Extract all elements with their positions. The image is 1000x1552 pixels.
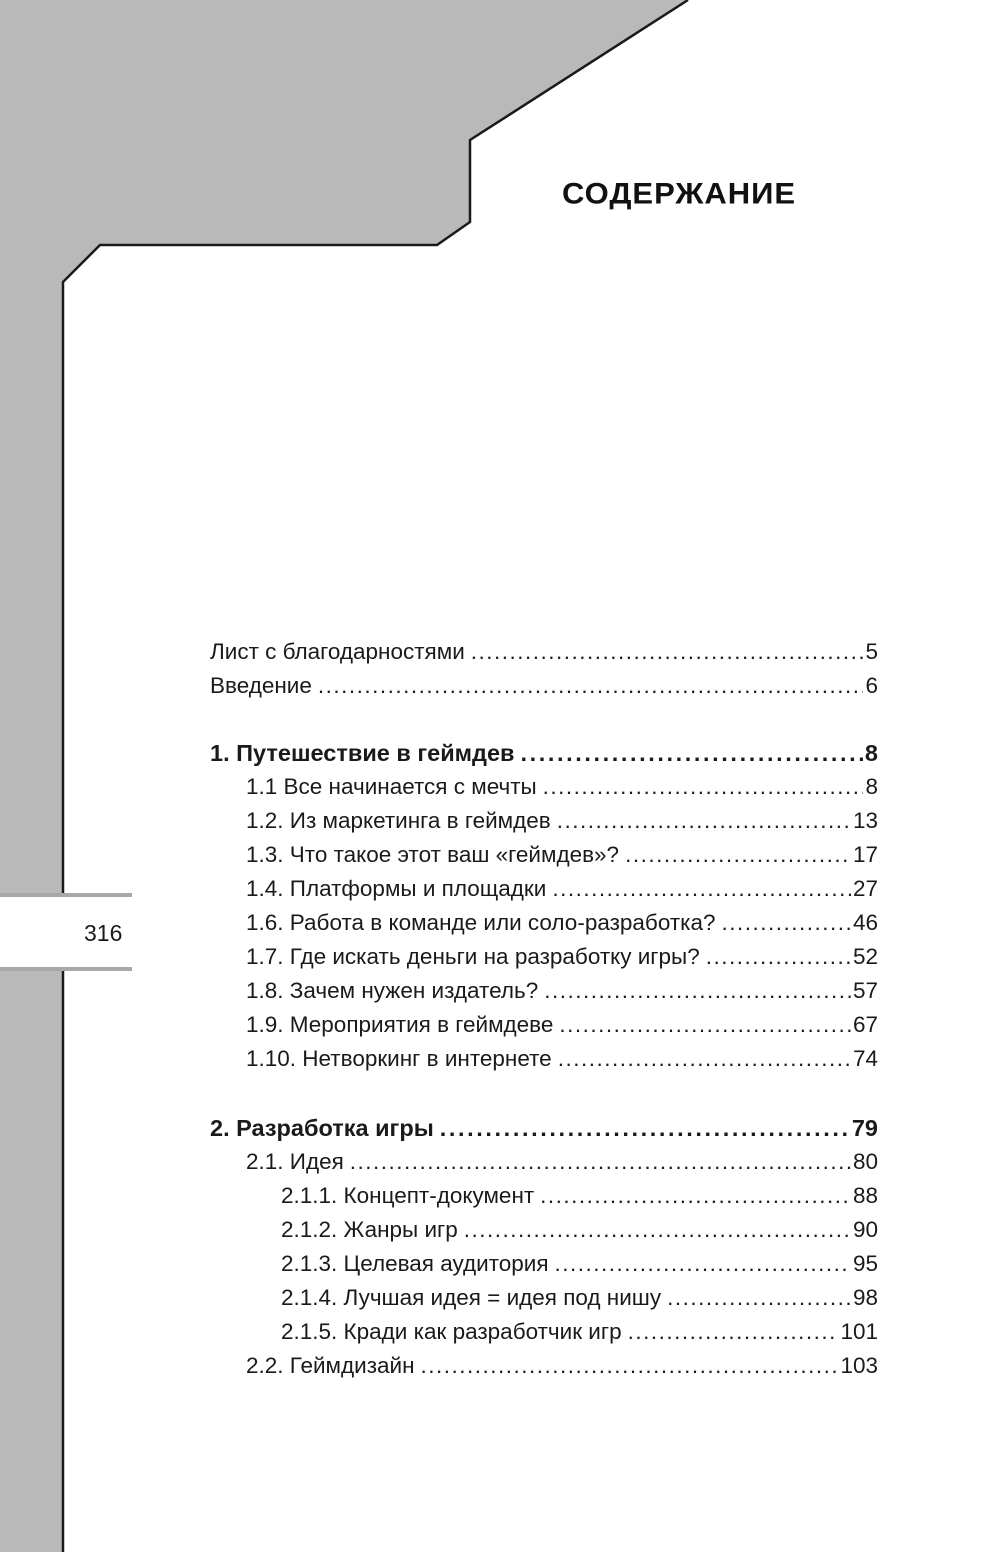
toc-entry <box>246 806 878 836</box>
toc-entry-label: 1.8. Зачем нужен издатель? <box>246 978 539 1003</box>
toc-entry-page: 46 <box>852 910 878 935</box>
toc-entry-label: 1.10. Нетворкинг в интернете <box>246 1046 552 1071</box>
toc-entry <box>246 942 878 972</box>
toc-entry-label: 1.2. Из маркетинга в геймдев <box>246 808 551 833</box>
toc-entry-label: 1.1 Все начинается с мечты <box>246 774 537 799</box>
dot-leader <box>559 1010 851 1040</box>
toc-entry-label: 1.9. Мероприятия в геймдеве <box>246 1012 554 1037</box>
toc-entry-page: 79 <box>851 1115 878 1141</box>
toc-entry-page: 5 <box>865 639 878 664</box>
toc-entry <box>246 840 878 870</box>
toc-entry <box>246 772 878 802</box>
toc-entry <box>246 976 878 1006</box>
toc-entry-label: 1.3. Что такое этот ваш «геймдев»? <box>246 842 620 867</box>
toc-entry-page: 90 <box>852 1217 878 1242</box>
toc-entry-page: 95 <box>852 1251 878 1276</box>
tab-rule-top <box>0 893 132 897</box>
dot-leader <box>722 908 851 938</box>
toc-entry-label: 1.7. Где искать деньги на разработку игры? <box>246 944 700 969</box>
dot-leader <box>421 1351 839 1381</box>
toc-entry-label: 2.1.3. Целевая аудитория <box>281 1251 549 1276</box>
dot-leader <box>540 1181 851 1211</box>
toc-entry <box>246 1044 878 1074</box>
toc-entry <box>246 908 878 938</box>
toc-entry-label: 2. Разработка игры <box>210 1115 434 1141</box>
toc-entry <box>281 1181 878 1211</box>
toc-entry <box>281 1249 878 1279</box>
frame-shape-bottom <box>0 970 63 1552</box>
toc-entry-page: 88 <box>852 1183 878 1208</box>
dot-leader <box>628 1317 839 1347</box>
dot-leader <box>520 738 862 768</box>
toc-entry-page: 101 <box>840 1319 878 1344</box>
toc-entry <box>281 1215 878 1245</box>
dot-leader <box>543 772 864 802</box>
dot-leader <box>555 1249 851 1279</box>
toc-chapter <box>210 1113 878 1143</box>
toc-entry-label: Введение <box>210 673 312 698</box>
toc-entry-label: 1.4. Платформы и площадки <box>246 876 547 901</box>
toc-entry-label: 2.1. Идея <box>246 1149 344 1174</box>
toc-entry-label: 2.1.4. Лучшая идея = идея под нишу <box>281 1285 662 1310</box>
toc-entry-label: 2.1.1. Концепт-документ <box>281 1183 535 1208</box>
tab-rule-bottom <box>0 967 132 971</box>
toc-entry-page: 98 <box>852 1285 878 1310</box>
dot-leader <box>350 1147 851 1177</box>
toc-entry <box>246 874 878 904</box>
toc-entry-page: 17 <box>852 842 878 867</box>
toc-entry-page: 57 <box>852 978 878 1003</box>
dot-leader <box>471 637 864 667</box>
toc-chapter <box>210 738 878 768</box>
toc-entry-page: 8 <box>865 774 878 799</box>
dot-leader <box>625 840 851 870</box>
toc-entry <box>210 671 878 701</box>
dot-leader <box>557 806 851 836</box>
dot-leader <box>318 671 864 701</box>
toc-entry-label: 2.1.2. Жанры игр <box>281 1217 458 1242</box>
toc-entry-page: 67 <box>852 1012 878 1037</box>
toc-entry-label: 2.2. Геймдизайн <box>246 1353 415 1378</box>
toc-entry-page: 52 <box>852 944 878 969</box>
page-number: 316 <box>84 920 123 946</box>
toc-entry-page: 6 <box>865 673 878 698</box>
dot-leader <box>706 942 851 972</box>
toc-entry-page: 13 <box>852 808 878 833</box>
toc-entry-page: 80 <box>852 1149 878 1174</box>
toc-entry <box>246 1147 878 1177</box>
toc-entry-label: 1. Путешествие в геймдев <box>210 740 515 766</box>
toc-entry-page: 103 <box>840 1353 878 1378</box>
toc-entry <box>281 1317 878 1347</box>
dot-leader <box>544 976 851 1006</box>
dot-leader <box>440 1113 850 1143</box>
toc-entry-label: 2.1.5. Кради как разработчик игр <box>281 1319 622 1344</box>
toc-entry-page: 8 <box>864 740 878 766</box>
dot-leader <box>667 1283 851 1313</box>
dot-leader <box>464 1215 851 1245</box>
toc-entry-page: 27 <box>852 876 878 901</box>
toc-entry-page: 74 <box>852 1046 878 1071</box>
toc-entry <box>281 1283 878 1313</box>
toc-entry <box>246 1351 878 1381</box>
dot-leader <box>558 1044 851 1074</box>
toc-entry-label: 1.6. Работа в команде или соло-разработка? <box>246 910 716 935</box>
page-title: СОДЕРЖАНИЕ <box>562 176 797 211</box>
toc-entry-label: Лист с благодарностями <box>210 639 465 664</box>
dot-leader <box>552 874 851 904</box>
toc-entry <box>246 1010 878 1040</box>
toc-entry <box>210 637 878 667</box>
